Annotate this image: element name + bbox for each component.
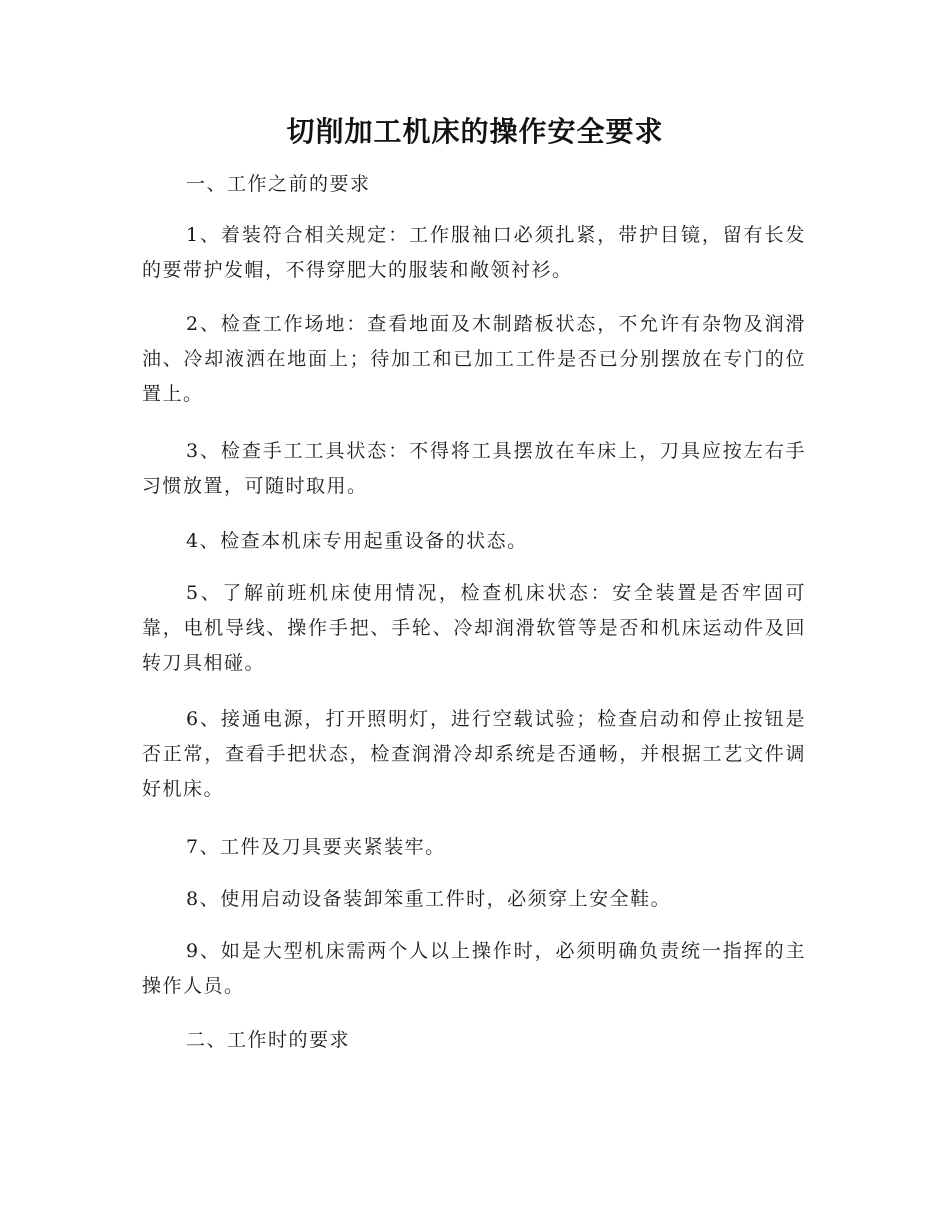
section-heading-before-work: 一、工作之前的要求 <box>186 173 371 195</box>
paragraph-item-5: 5、了解前班机床使用情况，检查机床状态：安全装置是否牢固可靠，电机导线、操作手把、手轮、冷却润滑软管等是否和机床运动件及回转刀具相碰。 <box>142 582 806 674</box>
paragraph-item-6: 6、接通电源，打开照明灯，进行空载试验；检查启动和停止按钮是否正常，查看手把状态，检查润滑冷却系统是否通畅，并根据工艺文件调好机床。 <box>142 708 806 800</box>
paragraph-item-1: 1、着装符合相关规定：工作服袖口必须扎紧，带护目镜，留有长发的要带护发帽，不得穿肥大的服装和敞领衬衫。 <box>142 224 806 281</box>
paragraph-item-4: 4、检查本机床专用起重设备的状态。 <box>186 530 528 552</box>
document-title: 切削加工机床的操作安全要求 <box>286 115 664 148</box>
section-heading-during-work: 二、工作时的要求 <box>186 1029 351 1051</box>
paragraph-item-8: 8、使用启动设备装卸笨重工件时，必须穿上安全鞋。 <box>186 888 672 910</box>
paragraph-item-3: 3、检查手工工具状态：不得将工具摆放在车床上，刀具应按左右手习惯放置，可随时取用。 <box>142 440 806 497</box>
paragraph-item-7: 7、工件及刀具要夹紧装牢。 <box>186 836 446 858</box>
paragraph-item-2: 2、检查工作场地：查看地面及木制踏板状态，不允许有杂物及润滑油、冷却液洒在地面上；待加工和已加工工件是否已分别摆放在专门的位置上。 <box>142 313 806 405</box>
paragraph-item-9: 9、如是大型机床需两个人以上操作时，必须明确负责统一指挥的主操作人员。 <box>142 940 806 997</box>
